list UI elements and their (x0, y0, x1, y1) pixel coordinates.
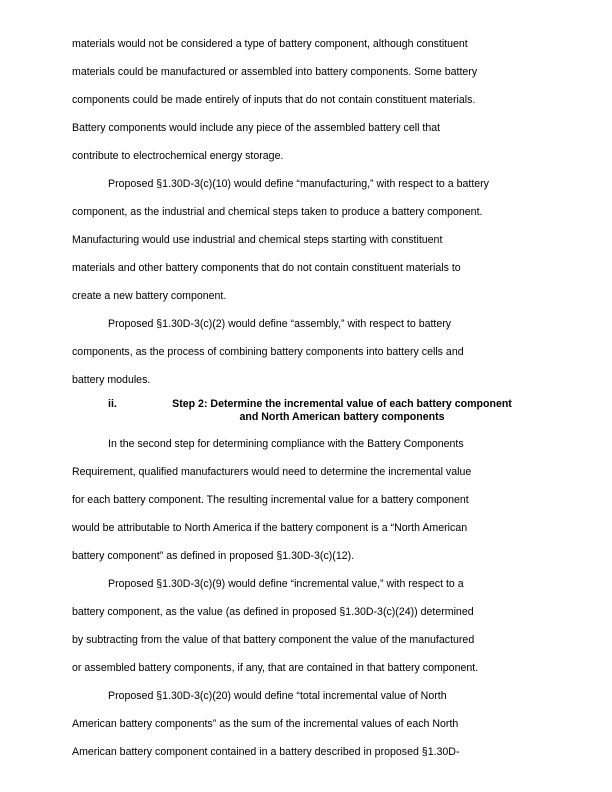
text-line: battery component” as defined in proposed §1.30D-3(c)(12). (72, 550, 355, 562)
text-line: would be attributable to North America if the battery component is a “North American (72, 522, 468, 534)
text-line: Manufacturing would use industrial and chemical steps starting with constituent (72, 234, 443, 246)
text-line: Requirement, qualified manufacturers would need to determine the incremental value (72, 466, 472, 478)
text-line: Proposed §1.30D-3(c)(2) would define “assembly,” with respect to battery (108, 318, 452, 330)
text-line: Battery components would include any piece of the assembled battery cell that (72, 122, 441, 134)
text-line: materials could be manufactured or assembled into battery components. Some battery (72, 66, 478, 78)
text-line: American battery components” as the sum of the incremental values of each North (72, 718, 459, 730)
text-line: battery component, as the value (as defined in proposed §1.30D-3(c)(24)) determined (72, 606, 474, 618)
heading-number: ii. (108, 398, 117, 410)
text-line: materials and other battery components that do not contain constituent materials to (72, 262, 461, 274)
text-line: In the second step for determining compliance with the Battery Components (108, 438, 464, 450)
text-line: components, as the process of combining battery components into battery cells and (72, 346, 464, 358)
text-line: American battery component contained in a battery described in proposed §1.30D- (72, 746, 460, 758)
text-line: for each battery component. The resulting incremental value for a battery component (72, 494, 469, 506)
text-line: materials would not be considered a type of battery component, although constituent (72, 38, 468, 50)
text-line: component, as the industrial and chemical steps taken to produce a battery component. (72, 206, 483, 218)
text-line: or assembled battery components, if any, that are contained in that battery component. (72, 662, 479, 674)
text-line: by subtracting from the value of that battery component the value of the manufactured (72, 634, 475, 646)
text-line: Proposed §1.30D-3(c)(10) would define “manufacturing,” with respect to a battery (108, 178, 489, 190)
text-line: Proposed §1.30D-3(c)(9) would define “incremental value,” with respect to a (108, 578, 464, 590)
text-line: contribute to electrochemical energy storage. (72, 150, 284, 162)
text-line: Proposed §1.30D-3(c)(20) would define “total incremental value of North (108, 690, 447, 702)
text-line: create a new battery component. (72, 290, 227, 302)
heading-line: and North American battery components (239, 411, 445, 423)
text-line: battery modules. (72, 374, 151, 386)
text-line: components could be made entirely of inputs that do not contain constituent materials. (72, 94, 476, 106)
heading-line: Step 2: Determine the incremental value of each battery component (172, 398, 512, 410)
